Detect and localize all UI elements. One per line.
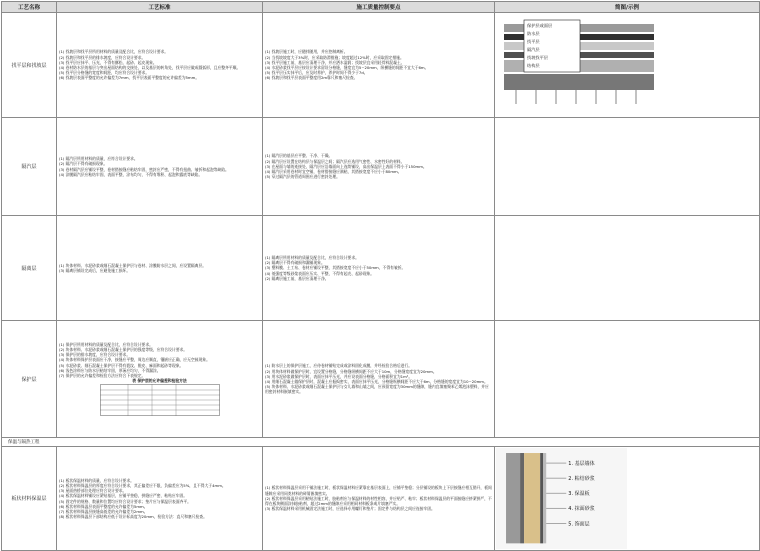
standard-item: (3) 保护层的排水坡度，应符合设计要求。	[59, 352, 131, 358]
control-cell	[263, 13, 495, 118]
process-name: 找平层和找坡层	[2, 13, 57, 118]
control-item: (1) 隔离层所用材料的质量及配合比，应符合设计要求。	[265, 254, 359, 260]
control-item: (5) 块体材料、水泥砂浆或细石混凝土保护层与女儿墙和山墙之间，应预留宽度为30mm的缝隙，缝内宜填塞聚苯乙烯泡沫塑料，并应用密封材料嵌填密实。	[265, 384, 489, 395]
photo-cell	[495, 321, 760, 438]
standard-item: (2) 块体材料、水泥砂浆或细石混凝土保护层的强度等级，应符合设计要求。	[59, 346, 188, 352]
standard-item: (2) 找坡层和找平层的排水坡度，应符合设计要求。	[59, 54, 146, 60]
standard-item: (3) 屋面热桥部位处理应符合设计要求。	[59, 488, 127, 494]
standard-item: (1) 保护层所用材料的质量及配合比，应符合设计要求。	[59, 341, 153, 347]
control-cell	[263, 447, 495, 551]
standard-item: (1) 板状保温材料的质量，应符合设计要求。	[59, 477, 134, 483]
diagram-label: 3. 保温板	[568, 491, 590, 498]
standard-item: (5) 固定件的规格、数量和位置均应符合设计要求；垫片应与保温层表面齐平。	[59, 498, 191, 504]
table-row	[2, 118, 760, 216]
header-standard: 工艺标准	[57, 2, 263, 13]
diagram-label: 找坡找平层	[527, 55, 548, 60]
diagram-label: 防水层	[527, 31, 540, 36]
control-item: (3) 塑料膜、土工布、卷材应铺设平整，其搭接宽度不应小于50mm，不得有皱折。	[265, 265, 406, 271]
control-item: (3) 板状保温材料采用机械固定法施工时，应选择专用螺钉和垫片；固定件与结构层之间应连接牢固。	[265, 506, 435, 512]
diagram-cell	[495, 13, 760, 118]
control-item: (5) 找平层压实抹平后，应及时养护，养护时间不得少于7d。	[265, 70, 368, 76]
process-name: 隔汽层	[2, 118, 57, 216]
standard-item: (2) 板状材料保温层的厚度应符合设计要求，其正偏差应不限，负偏差应为5%，且不得大于4mm。	[59, 482, 226, 488]
standard-item: (6) 找坡层表面平整度的允许偏差为7mm，找平层表面平整度的允许偏差为5mm。	[59, 75, 200, 81]
control-cell	[263, 118, 495, 216]
control-item: (2) 用块体材料做保护层时，宜设置分格缝，分格缝纵横间距不应大于10m，分格缝宽度宜为20mm。	[265, 368, 437, 374]
standard-item: (3) 找平层应抹平、压光，不得有酥松、起砂、起皮现象。	[59, 59, 157, 65]
control-item: (1) 找坡层施工时，应随拌随用，并应控制离析。	[265, 49, 348, 55]
control-item: (2) 当找坡坡度大于3%时，应采取防滑措施；坡度超过12%时，应采取固定措施。	[265, 54, 404, 60]
control-item: (6) 找坡层和找平层表面平整度用2m靠尺和塞尺检查。	[265, 75, 358, 81]
layer-section-diagram	[496, 14, 758, 112]
process-name: 保护层	[2, 321, 57, 438]
tolerance-table-image	[100, 384, 220, 416]
control-cell	[263, 321, 495, 438]
standard-item: (1) 隔汽层所用材料的质量，应符合设计要求。	[59, 156, 138, 162]
photo-cell	[495, 216, 760, 321]
standard-item: (6) 浅色涂料应与防水层粘结牢固，厚薄应均匀，不得漏涂。	[59, 367, 161, 373]
standard-cell	[57, 321, 263, 438]
table-row	[2, 447, 760, 551]
control-item: (1) 防水层上的保护层施工，应待卷材铺贴完成或涂料固化成膜，并经检验合格后进行。	[265, 363, 413, 369]
diagram-label: 找平层	[527, 39, 540, 44]
standard-item: (3) 卷材隔汽层应铺设平整，卷材搭接缝应粘结牢固，密封应严密，不得有扭曲、皱折和起泡等缺陷。	[59, 166, 229, 172]
control-item: (2) 板状材料保温层采用粘贴法施工时，胶粘剂应与保温材料的材性相容，并应贴严、粘牢；板状材料保温层的平面接缝应挤紧拼严，不得在板块侧面涂抹胶粘剂，超过2mm的缝隙应采用相同材料板条或片填塞严实。	[265, 495, 492, 507]
table-caption: 表 保护层的允许偏差和检验方法	[132, 378, 187, 384]
diagram-label: 2. 粘结砂浆	[568, 476, 595, 483]
standard-item: (3) 隔离层铺设完成后，应避免施工损坏。	[59, 268, 131, 273]
control-item: (2) 隔离层不得有破损和漏铺现象。	[265, 260, 325, 266]
standard-item: (8) 板状材料保温层下部结构应低于设计标高度为20mm，检验方法：直尺和塞尺检查。	[59, 514, 207, 520]
control-item: (1) 隔汽层的基层应平整、干净、干燥。	[265, 153, 333, 159]
process-name: 板状材料保温层	[2, 447, 57, 551]
control-item: (3) 用水泥砂浆做保护层时，表面应抹平压光，并应设表面分格缝，分格面积宜为1m²。	[265, 373, 413, 379]
control-item: (3) 找平层施工前，基层应清理干净，并应洒水湿润；找坡层宜采用轻骨料混凝土。	[265, 59, 405, 65]
section-title: 保温与隔热工程	[2, 438, 760, 447]
standard-item: (1) 找坡层和找平层所用材料的质量及配合比，应符合设计要求。	[59, 49, 169, 55]
diagram-cell	[495, 447, 760, 551]
standard-item: (7) 板状材料保温层接缝高低差的允许偏差为2mm。	[59, 508, 148, 514]
table-row	[2, 321, 760, 438]
diagram-label: 结构层	[527, 63, 540, 68]
diagram-label: 1. 基层墙体	[568, 461, 595, 468]
header-row	[2, 2, 760, 13]
standard-item: (4) 涂膜隔汽层应粘结牢固，表面平整，涂布均匀，不得有堆积、起泡和露底等缺陷。	[59, 171, 203, 177]
standard-item: (4) 卷材防水层的基层与突出屋面结构的交接处，以及基层的转角处，找平层应做成圆弧形，且应整齐平顺。	[59, 65, 241, 70]
control-item: (4) 水泥砂浆找平层应按设计要求留设分格缝，缝宽宜为5~20mm，纵横缝的间距不宜大于6m。	[265, 65, 429, 70]
control-item: (2) 隔离层施工前，基层应清理干净。	[265, 275, 329, 281]
standard-item: (2) 隔汽层不得有破损现象。	[59, 161, 108, 167]
diagram-label: 5. 饰面层	[568, 521, 590, 528]
header-diagram: 简图/示例	[495, 2, 760, 13]
diagram-label: 隔汽层	[527, 47, 540, 52]
table-row	[2, 216, 760, 321]
control-item: (1) 板状材料保温层采用干铺法施工时，板状保温材料应紧靠在基层表面上，应铺平垫稳；分层铺设的板块上下层接缝应相互错开，板间缝隙应采用同类材料的碎屑嵌填密实。	[265, 485, 492, 496]
standard-cell	[57, 447, 263, 551]
standard-item: (4) 板状保温材料铺设应紧贴基层，应铺平垫稳，拼缝应严密，粘贴应牢固。	[59, 493, 188, 499]
wall-insulation-diagram	[496, 448, 627, 548]
control-item: (2) 隔汽层应设置在结构层与保温层之间；隔汽层应选用气密性、水密性好的材料。	[265, 158, 405, 164]
standard-item: (5) 找平层分格缝的宽度和间距，均应符合设计要求。	[59, 70, 150, 76]
photo-cell	[495, 118, 760, 216]
process-name: 隔离层	[2, 216, 57, 321]
standard-cell	[57, 216, 263, 321]
header-process-name: 工艺名称	[2, 2, 57, 13]
diagram-label: 保护层或面层	[527, 23, 553, 28]
standard-item: (1) 块体材料、水泥砂浆或细石混凝土保护层与卷材、涂膜防水层之间，应设置隔离层。	[59, 262, 207, 268]
standard-cell	[57, 118, 263, 216]
standard-item: (7) 保护层的允许偏差和检验方法应符合下表规定。	[59, 372, 146, 378]
standard-cell	[57, 13, 263, 118]
standard-item: (6) 板状材料保温层表面平整度的允许偏差为5mm。	[59, 503, 148, 509]
table-row	[2, 13, 760, 118]
construction-standards-table	[1, 1, 760, 551]
section-row	[2, 438, 760, 447]
control-cell	[263, 216, 495, 321]
standard-item: (4) 块体材料保护层表面应干净，接缝应平整，周边应顺直，镶嵌应正确，应无空鼓现象。	[59, 357, 210, 363]
header-control-points: 施工质量控制要点	[263, 2, 495, 13]
control-item: (4) 用细石混凝土做保护层时，混凝土应振捣密实，表面应抹平压光，分格缝纵横间距不应大于6m，分格缝的宽度宜为10~20mm。	[265, 379, 488, 384]
control-item: (3) 在屋面与墙的连接处，隔汽层应沿墙面向上连续铺设，高出保温层上表面不得小于150mm。	[265, 163, 427, 169]
control-item: (4) 隔汽层采用卷材时宜空铺，卷材搭接缝应满粘，其搭接宽度不应小于80mm。	[265, 169, 402, 175]
diagram-label: 4. 抹面砂浆	[568, 506, 595, 513]
control-item: (5) 穿过隔汽层的管道周围应进行密封处理。	[265, 174, 340, 180]
control-item: (4) 低强度等级砂浆表面应压实、平整，不得有起壳、起砂现象。	[265, 270, 375, 276]
standard-item: (5) 水泥砂浆、细石混凝土保护层不得有裂纹、脱皮、麻面和起砂等现象。	[59, 362, 184, 368]
